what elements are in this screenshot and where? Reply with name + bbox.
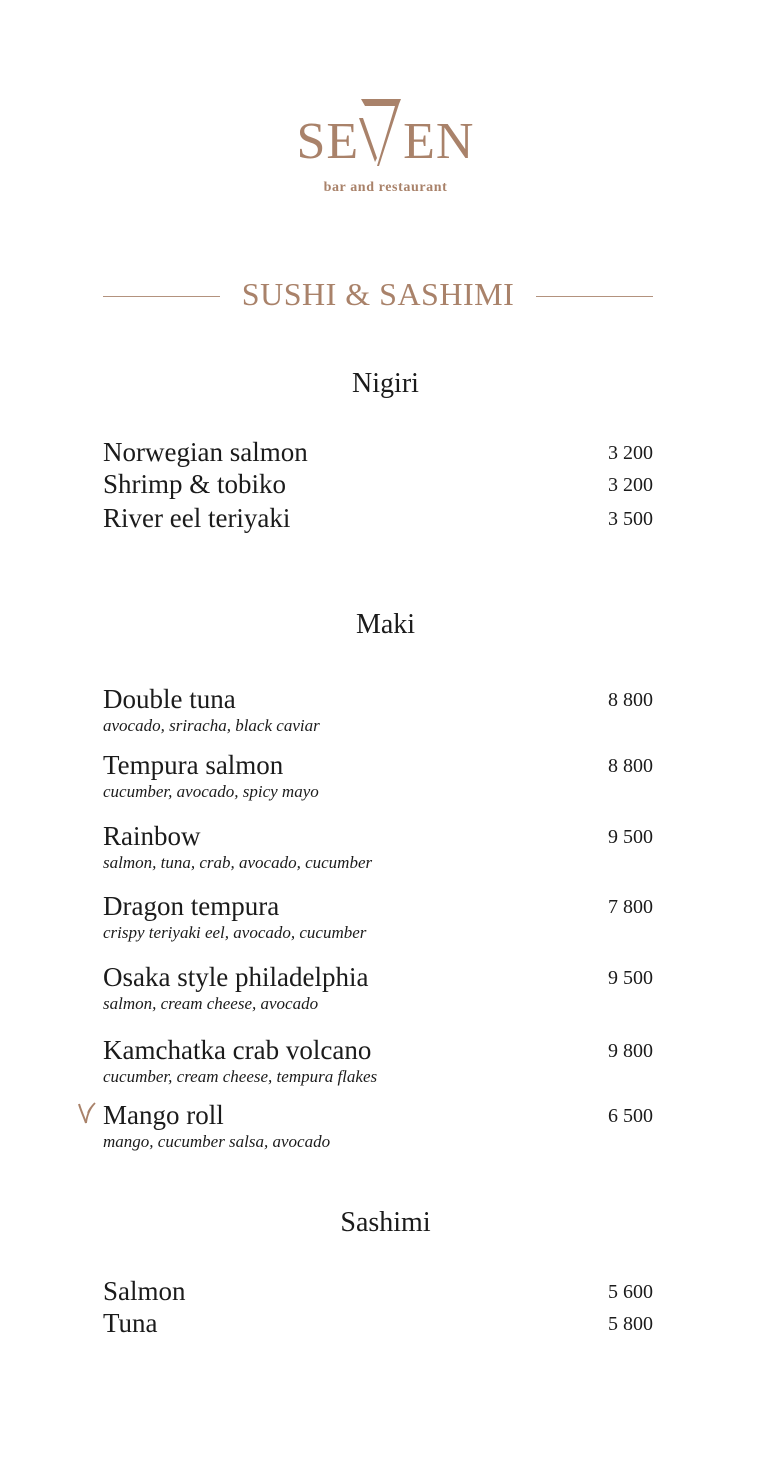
menu-item <box>103 437 653 467</box>
restaurant-logo <box>0 96 771 196</box>
item-name: Salmon <box>103 1276 186 1306</box>
item-price: 3 200 <box>608 442 653 464</box>
menu-item <box>103 821 653 873</box>
item-price: 8 800 <box>608 689 653 711</box>
category-title-nigiri: Nigiri <box>352 368 419 399</box>
item-price: 6 500 <box>608 1105 653 1127</box>
item-name: Rainbow <box>103 821 201 851</box>
item-name: Norwegian salmon <box>103 437 308 467</box>
menu-item <box>103 750 653 802</box>
item-price: 5 600 <box>608 1281 653 1303</box>
item-name: Mango roll <box>103 1100 224 1130</box>
menu-item <box>103 962 653 1014</box>
menu-item <box>103 503 653 533</box>
logo-wordmark <box>296 96 475 170</box>
title-rule-right <box>536 296 653 297</box>
seven-numeral-icon <box>357 96 405 168</box>
logo-text-right: EN <box>403 113 475 170</box>
item-price: 9 800 <box>608 1040 653 1062</box>
category-title-maki: Maki <box>355 609 416 640</box>
section-header <box>103 276 653 316</box>
item-description: salmon, cream cheese, avocado <box>103 994 319 1013</box>
item-price: 7 800 <box>608 896 653 918</box>
item-name: Tuna <box>103 1308 158 1338</box>
category-title-sashimi: Sashimi <box>340 1207 431 1238</box>
item-name: Osaka style philadelphia <box>103 962 369 992</box>
menu-item <box>103 1100 653 1152</box>
item-price: 8 800 <box>608 755 653 777</box>
menu-item <box>103 684 653 736</box>
item-description: avocado, sriracha, black caviar <box>103 716 320 735</box>
menu-item <box>103 1035 653 1087</box>
menu-item <box>103 469 653 499</box>
item-name: Kamchatka crab volcano <box>103 1035 372 1065</box>
section-title: SUSHI & SASHIMI <box>241 276 515 312</box>
item-price: 9 500 <box>608 967 653 989</box>
item-name: Dragon tempura <box>103 891 280 921</box>
menu-item <box>103 891 653 943</box>
item-name: Tempura salmon <box>103 750 284 780</box>
item-description: cucumber, avocado, spicy mayo <box>103 782 319 801</box>
menu-item <box>103 1308 653 1338</box>
item-price: 3 200 <box>608 474 653 496</box>
item-price: 5 800 <box>608 1313 653 1335</box>
vegetarian-leaf-icon <box>77 1101 97 1125</box>
item-description: cucumber, cream cheese, tempura flakes <box>103 1067 378 1086</box>
item-name: Double tuna <box>103 684 236 714</box>
item-description: crispy teriyaki eel, avocado, cucumber <box>103 923 367 942</box>
logo-subtitle: bar and restaurant <box>323 180 448 195</box>
item-price: 3 500 <box>608 508 653 530</box>
item-price: 9 500 <box>608 826 653 848</box>
logo-text-left: SE <box>296 113 360 170</box>
item-name: River eel teriyaki <box>103 503 291 533</box>
item-name: Shrimp & tobiko <box>103 469 287 499</box>
item-description: salmon, tuna, crab, avocado, cucumber <box>103 853 373 872</box>
item-description: mango, cucumber salsa, avocado <box>103 1132 331 1151</box>
menu-item <box>103 1276 653 1306</box>
